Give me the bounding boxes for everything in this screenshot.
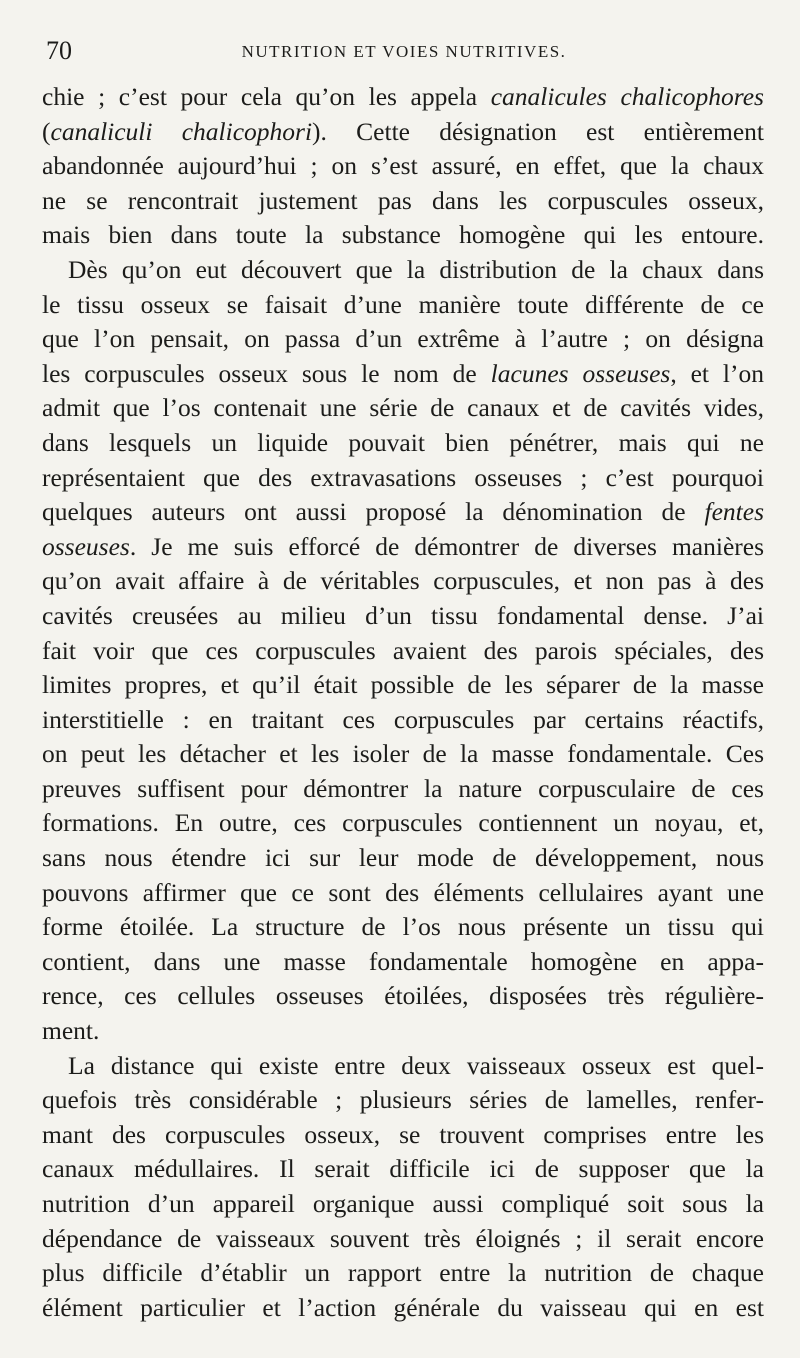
text-line bbox=[42, 391, 764, 426]
text-run: qu’on avait affaire à de véritables corpuscules, et non pas à des bbox=[42, 566, 764, 596]
text-run: élément particulier et l’action générale du vaisseau qui en est bbox=[42, 1292, 764, 1322]
text-line bbox=[42, 253, 764, 288]
text-run: cavités creusées au milieu d’un tissu fondamental dense. J’ai bbox=[42, 600, 764, 630]
text-run: abandonnée aujourd’hui ; on s’est assuré, en effet, que la chaux bbox=[42, 151, 764, 181]
text-line bbox=[42, 80, 764, 115]
text-run: limites propres, et qu’il était possible de les séparer de la masse bbox=[42, 670, 764, 700]
text-run: preuves suffisent pour démontrer la nature corpusculaire de ces bbox=[42, 773, 764, 803]
text-run: ). Cette désignation est entièrement bbox=[312, 116, 764, 146]
text-run: interstitielle : en traitant ces corpuscules par certains réactifs, bbox=[42, 704, 764, 734]
text-line bbox=[42, 703, 764, 738]
text-line bbox=[42, 772, 764, 807]
paragraph bbox=[42, 80, 764, 253]
text-run: nutrition d’un appareil organique aussi compliqué soit sous la bbox=[42, 1189, 764, 1218]
text-line bbox=[42, 1118, 764, 1153]
text-run: canaux médullaires. Il serait difficile ici de supposer que la bbox=[42, 1154, 764, 1184]
page-number: 70 bbox=[46, 36, 72, 65]
text-run: ne se rencontrait justement pas dans les corpuscules osseux, bbox=[42, 185, 764, 215]
text-line bbox=[42, 979, 764, 1014]
text-line bbox=[42, 461, 764, 496]
text-line bbox=[42, 322, 764, 357]
text-line bbox=[42, 876, 764, 911]
text-line bbox=[42, 1256, 764, 1291]
text-run: le tissu osseux se faisait d’une manière toute différente de ce bbox=[42, 289, 764, 319]
text-run: ( bbox=[42, 116, 51, 146]
text-run: plus difficile d’établir un rapport entre la nutrition de chaque bbox=[42, 1258, 764, 1288]
text-line bbox=[42, 1222, 764, 1257]
italic-term: canalicules chalicophores bbox=[490, 82, 764, 111]
paragraph bbox=[42, 1049, 764, 1326]
text-run: forme étoilée. La structure de l’os nous présente un tissu qui bbox=[42, 912, 764, 942]
italic-term: lacunes osseuses bbox=[490, 358, 671, 388]
text-line bbox=[42, 634, 764, 669]
body-text bbox=[42, 80, 764, 1325]
text-run: Dès qu’on eut découvert que la distribution de la chaux dans bbox=[68, 254, 764, 284]
text-run: dans lesquels un liquide pouvait bien pénétrer, mais qui ne bbox=[42, 427, 764, 457]
text-run: on peut les détacher et les isoler de la masse fondamentale. Ces bbox=[42, 739, 764, 769]
text-run: contient, dans une masse fondamentale homogène en appa- bbox=[42, 946, 764, 976]
text-run: . Je me suis efforcé de démontrer de diverses manières bbox=[129, 531, 764, 561]
text-line bbox=[42, 218, 764, 253]
italic-term: fentes bbox=[704, 497, 764, 527]
text-line bbox=[42, 806, 764, 841]
text-line bbox=[42, 841, 764, 876]
text-line bbox=[42, 357, 764, 392]
text-line bbox=[42, 910, 764, 945]
text-line bbox=[42, 1083, 764, 1118]
text-line bbox=[42, 1291, 764, 1326]
text-line bbox=[42, 1014, 764, 1049]
text-line bbox=[42, 426, 764, 461]
text-run: rence, ces cellules osseuses étoilées, disposées très régulière- bbox=[42, 981, 764, 1011]
text-line bbox=[42, 115, 764, 150]
text-line bbox=[42, 737, 764, 772]
text-run: les corpuscules osseux sous le nom de bbox=[42, 358, 491, 388]
text-run: quelques auteurs ont aussi proposé la dénomination de bbox=[42, 497, 705, 527]
text-run: représentaient que des extravasations osseuses ; c’est pourquoi bbox=[42, 462, 764, 492]
text-run: que l’on pensait, on passa d’un extrême à l’autre ; on désigna bbox=[42, 324, 764, 354]
text-line bbox=[42, 1187, 764, 1222]
text-run: formations. En outre, ces corpuscules contiennent un noyau, et, bbox=[42, 808, 764, 838]
text-run: pouvons affirmer que ce sont des éléments cellulaires ayant une bbox=[42, 877, 764, 907]
text-run: quefois très considérable ; plusieurs séries de lamelles, renfer- bbox=[42, 1085, 764, 1115]
text-line bbox=[42, 288, 764, 323]
paragraph bbox=[42, 253, 764, 1049]
text-run: mant des corpuscules osseux, se trouvent comprises entre les bbox=[42, 1119, 764, 1149]
text-run: sans nous étendre ici sur leur mode de développement, nous bbox=[42, 843, 764, 873]
text-line bbox=[42, 495, 764, 530]
running-title: NUTRITION ET VOIES NUTRITIVES. bbox=[241, 42, 567, 61]
text-run: fait voir que ces corpuscules avaient des parois spéciales, des bbox=[42, 635, 764, 665]
text-run: chie ; c’est pour cela qu’on les appela bbox=[42, 82, 491, 111]
text-line bbox=[42, 668, 764, 703]
text-line bbox=[42, 1152, 764, 1187]
text-line bbox=[42, 530, 764, 565]
italic-term: canaliculi chalicophori bbox=[50, 116, 313, 146]
running-header bbox=[46, 36, 762, 66]
text-line bbox=[42, 945, 764, 980]
text-run: ment. bbox=[42, 1016, 100, 1046]
text-run: admit que l’os contenait une série de canaux et de cavités vides, bbox=[42, 393, 764, 423]
text-run: mais bien dans toute la substance homogène qui les entoure. bbox=[42, 220, 764, 250]
text-line bbox=[42, 564, 764, 599]
text-run: dépendance de vaisseaux souvent très éloignés ; il serait encore bbox=[42, 1223, 764, 1253]
text-line bbox=[42, 149, 764, 184]
text-line bbox=[42, 184, 764, 219]
text-run: La distance qui existe entre deux vaisseaux osseux est quel- bbox=[68, 1050, 764, 1080]
italic-term: osseuses bbox=[42, 531, 130, 561]
text-line bbox=[42, 599, 764, 634]
text-run: , et l’on bbox=[670, 358, 764, 388]
text-line bbox=[42, 1049, 764, 1084]
